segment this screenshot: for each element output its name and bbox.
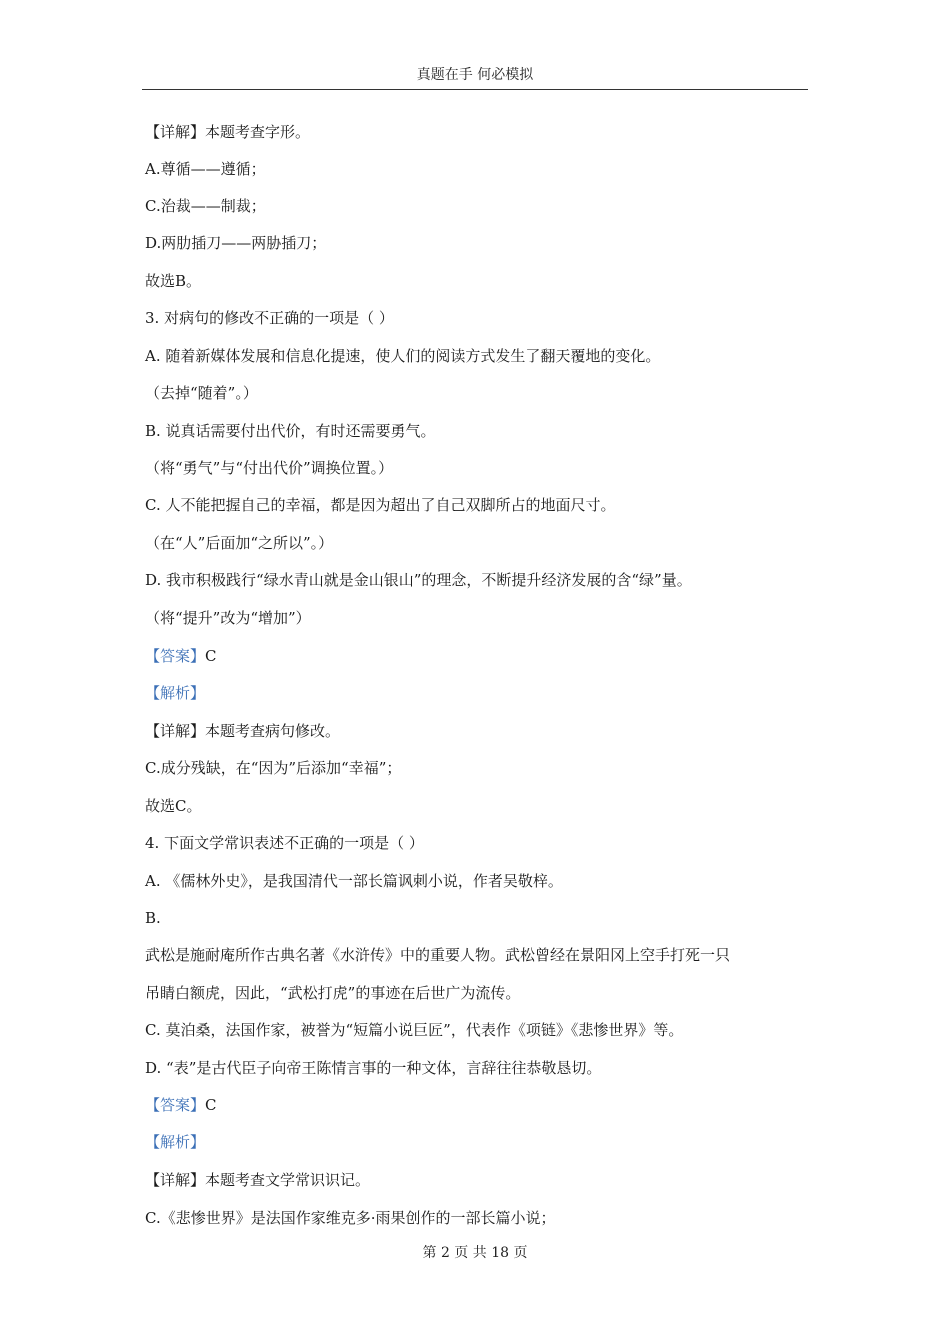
text-line	[145, 870, 815, 892]
line-text: A.尊循——遵循；	[145, 160, 266, 178]
text-line	[145, 1207, 815, 1229]
text-line	[145, 420, 815, 442]
line-text: A. 随着新媒体发展和信息化提速，使人们的阅读方式发生了翻天覆地的变化。	[145, 347, 661, 365]
text-line	[145, 1057, 815, 1079]
text-line	[145, 569, 815, 591]
text-line	[145, 795, 815, 817]
line-text: 【详解】本题考查病句修改。	[145, 722, 341, 740]
line-text: C. 莫泊桑，法国作家，被誉为“短篇小说巨匠”，代表作《项链》《悲惨世界》等。	[145, 1021, 684, 1039]
text-line	[145, 607, 815, 629]
answer-value: C	[205, 1096, 217, 1114]
line-text: C.成分残缺，在“因为”后添加“幸福”；	[145, 759, 402, 777]
text-line	[145, 494, 815, 516]
line-text: 4. 下面文学常识表述不正确的一项是（ ）	[145, 834, 424, 852]
text-line	[145, 158, 815, 180]
text-line	[145, 907, 815, 929]
line-text: C. 人不能把握自己的幸福，都是因为超出了自己双脚所占的地面尺寸。	[145, 496, 616, 514]
line-text: B.	[145, 909, 161, 927]
header-divider	[142, 89, 808, 90]
text-line	[145, 832, 815, 854]
line-text: （去掉“随着”。）	[145, 384, 258, 402]
text-line	[145, 720, 815, 742]
line-text: 3. 对病句的修改不正确的一项是（ ）	[145, 309, 394, 327]
section-label: 【解析】	[145, 684, 206, 702]
line-text: B. 说真话需要付出代价，有时还需要勇气。	[145, 422, 436, 440]
text-line	[145, 645, 815, 667]
line-text: 【详解】本题考查文学常识识记。	[145, 1171, 371, 1189]
line-text: C.《悲惨世界》是法国作家维克多·雨果创作的一部长篇小说；	[145, 1209, 556, 1227]
text-line	[145, 1094, 815, 1116]
line-text: 武松是施耐庵所作古典名著《水浒传》中的重要人物。武松曾经在景阳冈上空手打死一只	[145, 946, 731, 964]
text-line	[145, 232, 815, 254]
text-line	[145, 1131, 815, 1153]
text-line	[145, 195, 815, 217]
line-text: 【详解】本题考查字形。	[145, 123, 311, 141]
text-line	[145, 757, 815, 779]
page-header: 真题在手 何必模拟	[416, 67, 534, 83]
line-text: D.两肋插刀——两胁插刀；	[145, 234, 327, 252]
line-text: 吊睛白额虎，因此，“武松打虎”的事迹在后世广为流传。	[145, 984, 521, 1002]
line-text: A. 《儒林外史》，是我国清代一部长篇讽刺小说，作者吴敬梓。	[145, 872, 563, 890]
answer-value: C	[205, 647, 217, 665]
text-line	[145, 345, 815, 367]
text-line	[145, 121, 815, 143]
text-line	[145, 307, 815, 329]
text-line	[145, 457, 815, 479]
text-line	[145, 944, 815, 966]
line-text: D. 我市积极践行“绿水青山就是金山银山”的理念，不断提升经济发展的含“绿”量。	[145, 571, 692, 589]
text-line	[145, 982, 815, 1004]
line-text: （将“勇气”与“付出代价”调换位置。）	[145, 459, 394, 477]
text-line	[145, 270, 815, 292]
text-line	[145, 532, 815, 554]
line-text: 故选B。	[145, 272, 202, 290]
text-line	[145, 382, 815, 404]
section-label: 【解析】	[145, 1133, 206, 1151]
page-footer: 第 2 页 共 18 页	[422, 1245, 528, 1261]
line-text: 故选C。	[145, 797, 202, 815]
text-line	[145, 1019, 815, 1041]
line-text: （将“提升”改为“增加”）	[145, 609, 311, 627]
text-line	[145, 1169, 815, 1191]
section-label: 【答案】	[145, 647, 206, 665]
line-text: C.治裁——制裁；	[145, 197, 266, 215]
text-line	[145, 682, 815, 704]
section-label: 【答案】	[145, 1096, 206, 1114]
line-text: （在“人”后面加“之所以”。）	[145, 534, 334, 552]
line-text: D. “表”是古代臣子向帝王陈情言事的一种文体，言辞往往恭敬恳切。	[145, 1059, 602, 1077]
